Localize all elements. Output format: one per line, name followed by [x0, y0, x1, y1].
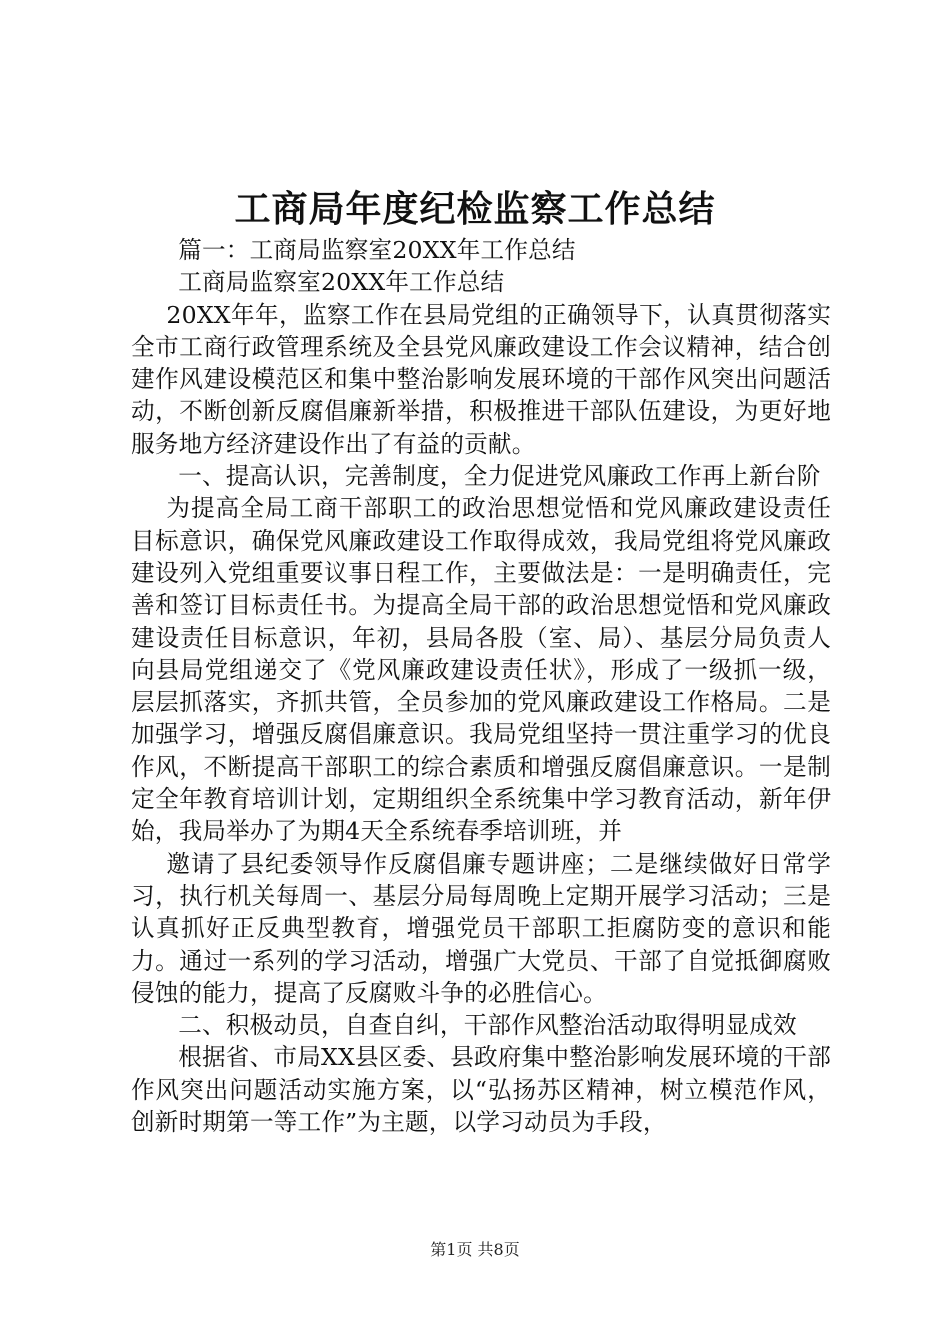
paragraph-section-heading: 篇一：工商局监察室20XX年工作总结 [178, 236, 576, 264]
paragraph-body-1: 为提高全局工商干部职工的政治思想觉悟和党风廉政建设责任目标意识，确保党风廉政建设工作取得成效，我局党组将党风廉政建设列入党组重要议事日程工作，主要做法是：一是明确责任，完善和签订目标责任书。为提高全局干部的政治思想觉悟和党风廉政建设责任目标意识，年初，县局各股（室、局）、基层分局负责人向县局党组递交了《党风廉政建设责任状》，形成了一级抓一级，层层抓落实，齐抓共管，全员参加的党风廉政建设工作格局。二是加强学习，增强反腐倡廉意识。我局党组坚持一贯注重学习的优良作风，不断提高干部职工的综合素质和增强反腐倡廉意识。一是制定全年教育培训计划，定期组织全系统集中学习教育活动，新年伊始，我局举办了为期4天全系统春季培训班，并 [131, 494, 831, 846]
page-footer: 第1页 共8页 [430, 1240, 520, 1259]
paragraph-heading-2: 二、积极动员，自查自纠，干部作风整治活动取得明显成效 [178, 1011, 797, 1040]
paragraph-subtitle: 工商局监察室20XX年工作总结 [178, 268, 505, 297]
paragraph-heading-1: 一、提高认识，完善制度，全力促进党风廉政工作再上新台阶 [178, 462, 821, 491]
paragraph-body-3: 根据省、市局XX县区委、县政府集中整治影响发展环境的干部作风突出问题活动实施方案，以“弘扬苏区精神，树立模范作风，创新时期第一等工作”为主题，以学习动员为手段， [131, 1043, 831, 1137]
paragraph-intro: 20XX年年，监察工作在县局党组的正确领导下，认真贯彻落实全市工商行政管理系统及全县党风廉政建设工作会议精神，结合创建作风建设模范区和集中整治影响发展环境的干部作风突出问题活动，不断创新反腐倡廉新举措，积极推进干部队伍建设，为更好地服务地方经济建设作出了有益的贡献。 [131, 300, 831, 458]
document-title: 工商局年度纪检监察工作总结 [234, 188, 716, 230]
document-body [131, 234, 831, 1138]
paragraph-body-2: 邀请了县纪委领导作反腐倡廉专题讲座；二是继续做好日常学习，执行机关每周一、基层分局每周晚上定期开展学习活动；三是认真抓好正反典型教育，增强党员干部职工拒腐防变的意识和能力。通过一系列的学习活动，增强广大党员、干部了自觉抵御腐败侵蚀的能力，提高了反腐败斗争的必胜信心。 [131, 849, 831, 1007]
